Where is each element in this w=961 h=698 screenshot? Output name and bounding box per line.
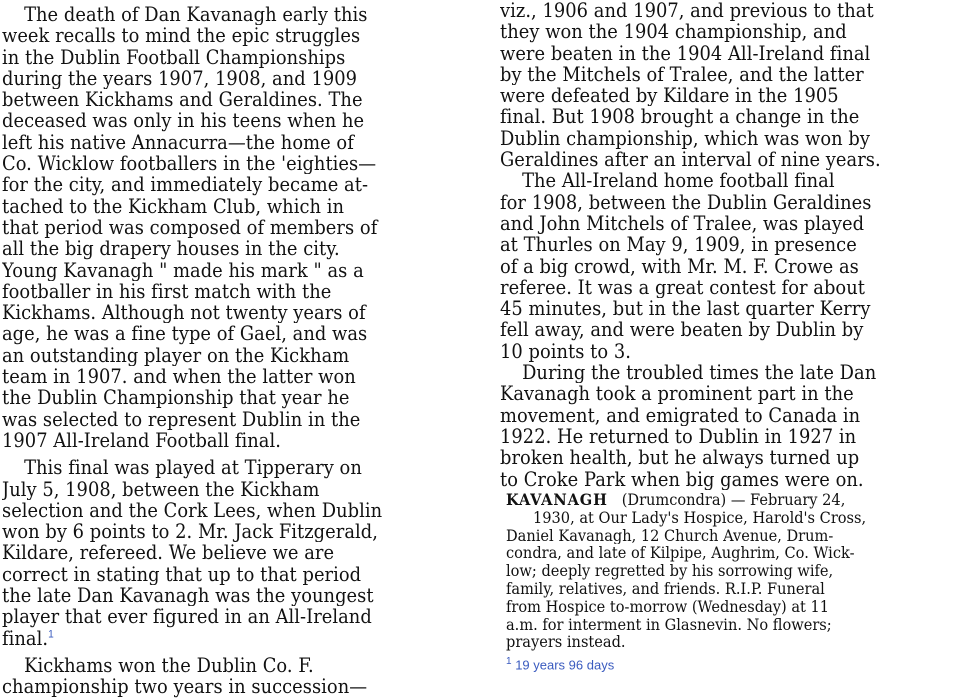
death-notice xyxy=(506,491,958,651)
footnote-text: 19 years 96 days xyxy=(515,657,615,673)
text-line: July 5, 1908, between the Kickham xyxy=(2,478,320,500)
text-line: they won the 1904 championship, and xyxy=(500,21,847,43)
text-line: The death of Dan Kavanagh early this xyxy=(24,4,368,26)
footnote-marker-link[interactable]: 1 xyxy=(48,628,54,641)
text-line: an outstanding player on the Kickham xyxy=(2,344,350,367)
death-notice-line: 1930, at Our Lady's Hospice, Harold's Cross, xyxy=(533,508,867,527)
text-line: 10 points to 3. xyxy=(500,340,632,363)
text-line: during the years 1907, 1908, and 1909 xyxy=(2,67,358,90)
text-line: Dublin championship, which was won by xyxy=(500,127,870,150)
text-line: at Thurles on May 9, 1909, in presence xyxy=(500,234,857,256)
text-line: all the big drapery houses in the city. xyxy=(2,238,340,260)
text-line: player that ever figured in an All-Ireland xyxy=(2,606,372,628)
text-line: The All-Ireland home football final xyxy=(522,170,835,192)
paragraph-troubled-times xyxy=(500,362,961,490)
text-line: movement, and emigrated to Canada in xyxy=(500,404,861,426)
text-line: 45 minutes, but in the last quarter Kerry xyxy=(500,298,871,320)
death-notice-line: low; deeply regretted by his sorrowing wife, xyxy=(506,562,834,580)
footnote xyxy=(506,656,614,672)
text-line: Kickhams won the Dublin Co. F. xyxy=(24,654,314,677)
text-line: Kildare, refereed. We believe we are xyxy=(2,542,335,564)
text-line: tached to the Kickham Club, which in xyxy=(2,195,345,217)
text-line: week recalls to mind the epic struggles xyxy=(2,25,361,47)
death-notice-line: family, relatives, and friends. R.I.P. Funeral xyxy=(506,579,825,598)
paragraph-continuation xyxy=(500,0,961,170)
text-line: for the city, and immediately became at- xyxy=(2,174,369,196)
text-line: 1907 All-Ireland Football final. xyxy=(2,429,281,452)
paragraph-1908-final xyxy=(500,170,961,362)
text-line: between Kickhams and Geraldines. The xyxy=(2,89,363,111)
death-notice-text: (Drumcondra) — February 24, xyxy=(621,491,846,509)
paragraph-championship xyxy=(2,655,458,698)
text-line: were defeated by Kildare in the 1905 xyxy=(500,85,839,107)
text-line: viz., 1906 and 1907, and previous to that xyxy=(500,0,874,22)
text-line: were beaten in the 1904 All-Ireland final xyxy=(500,42,871,64)
right-article-column xyxy=(500,0,961,677)
text-line: championship two years in succession— xyxy=(2,676,368,698)
text-line: age, he was a fine type of Gael, and was xyxy=(2,323,368,345)
text-line: team in 1907. and when the latter won xyxy=(2,366,356,388)
text-line: of a big crowd, with Mr. M. F. Crowe as xyxy=(500,255,859,277)
text-line: the Dublin Championship that year he xyxy=(2,387,350,409)
text-line xyxy=(2,628,422,649)
text-line: correct in stating that up to that period xyxy=(2,563,362,586)
text-line: left his native Annacurra—the home of xyxy=(2,131,354,154)
text-line: 1922. He returned to Dublin in 1927 in xyxy=(500,425,857,448)
text-line: During the troubled times the late Dan xyxy=(522,362,877,384)
left-article-column xyxy=(2,0,458,698)
text-line: in the Dublin Football Championships xyxy=(2,46,346,68)
text-line: Kavanagh took a prominent part in the xyxy=(500,383,854,405)
text-line: that period was composed of members of xyxy=(2,216,378,239)
text-line: referee. It was a great contest for about xyxy=(500,276,865,299)
text-line: and John Mitchels of Tralee, was played xyxy=(500,212,865,235)
text-line: won by 6 points to 2. Mr. Jack Fitzgerald, xyxy=(2,521,378,543)
death-notice-line: a.m. for interment in Glasnevin. No flowers; xyxy=(506,615,832,634)
text-line: Young Kavanagh " made his mark " as a xyxy=(2,259,364,281)
text-line: This final was played at Tipperary on xyxy=(24,457,362,479)
footnote-marker: 1 xyxy=(506,656,512,667)
text-line: by the Mitchels of Tralee, and the latter xyxy=(500,63,864,86)
text-line: fell away, and were beaten by Dublin by xyxy=(500,319,864,341)
text-line: was selected to represent Dublin in the xyxy=(2,408,361,430)
text-line: Geraldines after an interval of nine years. xyxy=(500,149,881,171)
text-line: Co. Wicklow footballers in the 'eighties— xyxy=(2,153,377,175)
text-line: the late Dan Kavanagh was the youngest xyxy=(2,585,374,607)
death-notice-line: from Hospice to-morrow (Wednesday) at 11 xyxy=(506,597,830,616)
death-notice-first-line xyxy=(506,491,913,509)
death-notice-surname: KAVANAGH xyxy=(506,491,608,509)
paragraph-death-intro xyxy=(2,4,458,451)
text-line: footballer in his first match with the xyxy=(2,280,332,303)
text-line: for 1908, between the Dublin Geraldines xyxy=(500,191,872,213)
death-notice-line: Daniel Kavanagh, 12 Church Avenue, Drum- xyxy=(506,526,834,545)
text-line: to Croke Park when big games were on. xyxy=(500,468,864,490)
text-line: deceased was only in his teens when he xyxy=(2,110,365,132)
death-notice-line: prayers instead. xyxy=(506,633,626,652)
text-line: broken health, but he always turned up xyxy=(500,447,860,469)
text-line-final: final. xyxy=(2,627,49,649)
death-notice-line: condra, and late of Kilpipe, Aughrim, Co. Wick- xyxy=(506,544,855,563)
paragraph-1907-final xyxy=(2,457,458,649)
text-line: selection and the Cork Lees, when Dublin xyxy=(2,499,383,522)
text-line: Kickhams. Although not twenty years of xyxy=(2,302,366,324)
text-line: final. But 1908 brought a change in the xyxy=(500,106,860,128)
